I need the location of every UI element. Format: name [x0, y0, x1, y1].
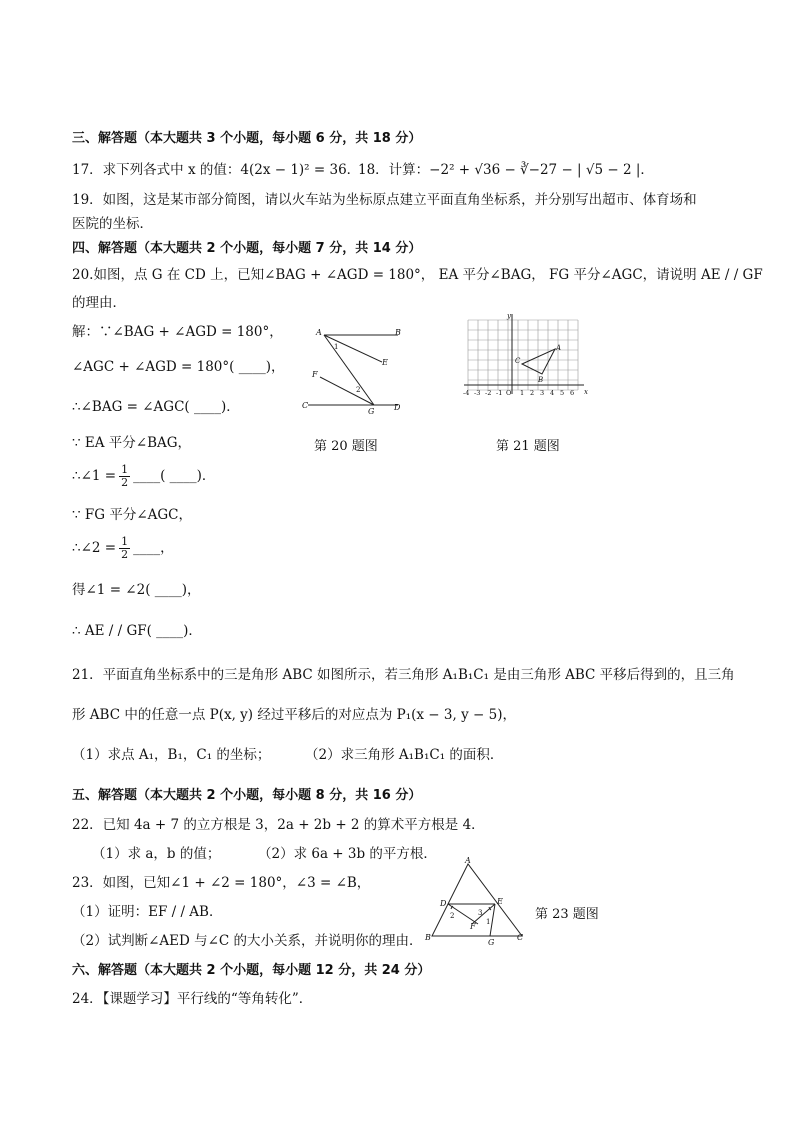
fig21-label-c: C	[515, 357, 521, 365]
fraction-half	[119, 464, 130, 489]
solution-line-5-suffix: ____( ____)．	[133, 468, 216, 484]
question-23-part-1: （1）证明：EF / / AB．	[72, 904, 223, 920]
fig21-tick-neg1: -1	[496, 389, 503, 397]
solution-line-7	[72, 536, 174, 561]
question-21-part-2: （2）求三角形 A₁B₁C₁ 的面积．	[305, 747, 504, 763]
fig20-label-e: E	[382, 358, 388, 367]
question-19-line-2: 医院的坐标．	[72, 216, 153, 232]
figure-21-caption: 第 21 题图	[496, 439, 560, 454]
fig21-tick-neg2: -2	[485, 389, 492, 397]
fraction-numerator: 1	[121, 535, 129, 548]
fig20-angle-1: 1	[334, 343, 339, 351]
fig20-label-a: A	[316, 328, 322, 337]
fig21-origin: O	[506, 389, 512, 397]
fig23-angle-2: 2	[450, 912, 455, 920]
solution-line-8: 得∠1 = ∠2( ____)，	[72, 582, 201, 598]
fraction-half-2	[119, 536, 130, 561]
section-4-header: 四、解答题（本大题共 2 个小题，每小题 7 分，共 14 分）	[72, 241, 422, 256]
solution-line-4: ∵ EA 平分∠BAG，	[72, 435, 192, 451]
fig23-label-f: F	[470, 922, 476, 931]
solution-line-1: 解：∵∠BAG + ∠AGD = 180°，	[72, 324, 283, 340]
fig20-label-c: C	[302, 401, 309, 410]
fig20-label-f: F	[312, 370, 318, 379]
section-3-header: 三、解答题（本大题共 3 个小题，每小题 6 分，共 18 分）	[72, 131, 422, 146]
fraction-numerator: 1	[121, 463, 129, 476]
solution-line-9: ∴ AE / / GF( ____)．	[72, 623, 202, 639]
figure-23-caption: 第 23 题图	[535, 907, 599, 922]
figure-21	[460, 312, 590, 402]
fig21-tick-neg4: -4	[463, 389, 470, 397]
fig20-label-b: B	[395, 328, 401, 337]
fig23-label-g: G	[488, 938, 495, 946]
question-22: 22．已知 4a + 7 的立方根是 3，2a + 2b + 2 的算术平方根是 4．	[72, 817, 485, 833]
question-21-line-1: 21．平面直角坐标系中的三是角形 ABC 如图所示，若三角形 A₁B₁C₁ 是由三角形 ABC 平移后得到的，且三角	[72, 667, 735, 683]
question-23: 23．如图，已知∠1 + ∠2 = 180°，∠3 = ∠B，	[72, 875, 371, 891]
solution-line-3: ∴∠BAG = ∠AGC( ____)．	[72, 399, 240, 415]
section-5-header: 五、解答题（本大题共 2 个小题，每小题 8 分，共 16 分）	[72, 788, 422, 803]
fraction-denominator: 2	[121, 476, 129, 489]
question-21-part-1: （1）求点 A₁，B₁，C₁ 的坐标；	[72, 747, 271, 763]
fig23-label-e: E	[497, 897, 503, 906]
fig21-y-axis-label: y	[507, 312, 511, 320]
question-22-part-2: （2）求 6a + 3b 的平方根．	[258, 846, 437, 862]
solution-line-5-prefix: ∴∠1 =	[72, 468, 117, 484]
fig20-label-d: D	[394, 403, 401, 412]
fig21-tick-3: 3	[540, 389, 545, 397]
figure-20	[296, 322, 412, 416]
solution-line-5	[72, 464, 215, 489]
solution-line-7-suffix: ____，	[133, 540, 174, 556]
section-6-header: 六、解答题（本大题共 2 个小题，每小题 12 分，共 24 分）	[72, 963, 431, 978]
fig20-angle-2: 2	[356, 386, 361, 394]
fig23-label-b: B	[425, 933, 431, 942]
figure-23	[420, 856, 530, 946]
question-20-line-1: 20.如图，点 G 在 CD 上，已知∠BAG + ∠AGD = 180°， EA 平分∠BAG， FG 平分∠AGC，请说明 AE / / GF	[72, 267, 763, 283]
question-17: 17．求下列各式中 x 的值：4(2x − 1)² = 36．	[72, 162, 361, 178]
fig21-x-axis-label: x	[584, 388, 588, 396]
solution-line-6: ∵ FG 平分∠AGC，	[72, 507, 192, 523]
fig23-label-c: C	[517, 933, 524, 942]
question-21-line-2: 形 ABC 中的任意一点 P(x, y) 经过平移后的对应点为 P₁(x − 3, y − 5)，	[72, 707, 516, 723]
fig21-tick-5: 5	[560, 389, 565, 397]
fig23-angle-3: 3	[478, 909, 483, 917]
question-19-line-1: 19．如图，这是某市部分简图，请以火车站为坐标原点建立平面直角坐标系，并分别写出超市、体育场和	[72, 192, 697, 208]
question-18: 18．计算：−2² + √36 − ∛−27 − | √5 − 2 |．	[358, 162, 654, 178]
fraction-denominator: 2	[121, 548, 129, 561]
fig21-label-b: B	[538, 376, 544, 384]
fig21-label-a: A	[556, 344, 562, 352]
fig20-label-g: G	[368, 407, 375, 416]
fig21-tick-4: 4	[550, 389, 555, 397]
solution-line-7-prefix: ∴∠2 =	[72, 540, 117, 556]
fig21-tick-6: 6	[570, 389, 575, 397]
question-22-part-1: （1）求 a，b 的值；	[92, 846, 221, 862]
figure-20-caption: 第 20 题图	[314, 439, 378, 454]
fig23-label-a: A	[465, 856, 471, 865]
fig21-tick-1: 1	[520, 389, 525, 397]
fig21-tick-2: 2	[530, 389, 535, 397]
fig23-angle-1: 1	[486, 918, 491, 926]
question-24: 24．【课题学习】平行线的“等角转化”．	[72, 991, 313, 1007]
fig23-label-d: D	[440, 899, 447, 908]
solution-line-2: ∠AGC + ∠AGD = 180°( ____)，	[72, 359, 285, 375]
fig21-tick-neg3: -3	[474, 389, 481, 397]
question-23-part-2: （2）试判断∠AED 与∠C 的大小关系，并说明你的理由．	[72, 933, 423, 949]
question-20-line-2: 的理由．	[72, 295, 126, 311]
